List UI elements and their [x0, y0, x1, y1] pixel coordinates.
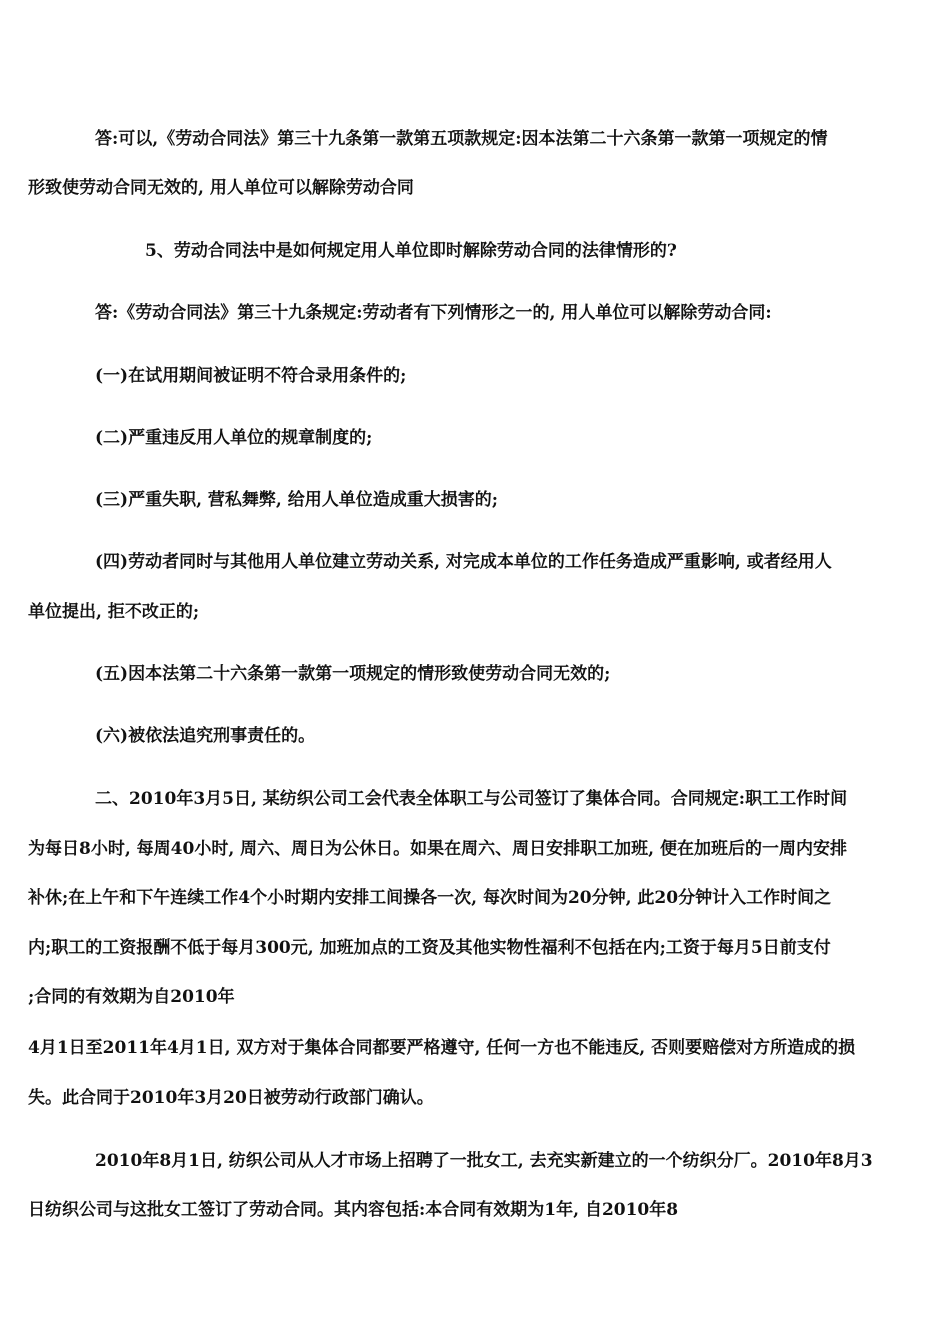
paragraph-line: 为每日8小时, 每周40小时, 周六、周日为公休日。如果在周六、周日安排职工加班, 便在加班后的一周内安排: [28, 839, 847, 859]
paragraph-line: 内;职工的工资报酬不低于每月300元, 加班加点的工资及其他实物性福利不包括在内;工资于每月5日前支付: [28, 938, 831, 958]
list-item-continuation: 单位提出, 拒不改正的;: [28, 602, 200, 622]
paragraph-line: ;合同的有效期为自2010年: [28, 987, 235, 1007]
paragraph-line: 补休;在上午和下午连续工作4个小时期内安排工间操各一次, 每次时间为20分钟, 此20分钟计入工作时间之: [28, 888, 832, 908]
paragraph-line: 4月1日至2011年4月1日, 双方对于集体合同都要严格遵守, 任何一方也不能违反, 否则要赔偿对方所造成的损: [28, 1038, 856, 1058]
list-item: (二)严重违反用人单位的规章制度的;: [95, 428, 373, 448]
paragraph-line: 二、2010年3月5日, 某纺织公司工会代表全体职工与公司签订了集体合同。合同规定:职工工作时间: [95, 789, 848, 809]
list-item: (五)因本法第二十六条第一款第一项规定的情形致使劳动合同无效的;: [95, 664, 611, 684]
list-item: (六)被依法追究刑事责任的。: [95, 726, 316, 746]
list-item: (一)在试用期间被证明不符合录用条件的;: [95, 366, 407, 386]
list-item: (三)严重失职, 营私舞弊, 给用人单位造成重大损害的;: [95, 490, 499, 510]
paragraph-line: 答:可以,《劳动合同法》第三十九条第一款第五项款规定:因本法第二十六条第一款第一项规定的情: [95, 129, 828, 149]
paragraph-line: 失。此合同于2010年3月20日被劳动行政部门确认。: [28, 1088, 434, 1108]
list-item: (四)劳动者同时与其他用人单位建立劳动关系, 对完成本单位的工作任务造成严重影响, 或者经用人: [95, 552, 832, 572]
paragraph-line: 答:《劳动合同法》第三十九条规定:劳动者有下列情形之一的, 用人单位可以解除劳动合同:: [95, 303, 772, 323]
paragraph-line: 形致使劳动合同无效的, 用人单位可以解除劳动合同: [28, 178, 414, 198]
paragraph-line: 2010年8月1日, 纺织公司从人才市场上招聘了一批女工, 去充实新建立的一个纺织分厂。2010年8月3: [95, 1151, 873, 1171]
question-heading: 5、劳动合同法中是如何规定用人单位即时解除劳动合同的法律情形的?: [145, 241, 677, 261]
paragraph-line: 日纺织公司与这批女工签订了劳动合同。其内容包括:本合同有效期为1年, 自2010年8: [28, 1200, 679, 1220]
